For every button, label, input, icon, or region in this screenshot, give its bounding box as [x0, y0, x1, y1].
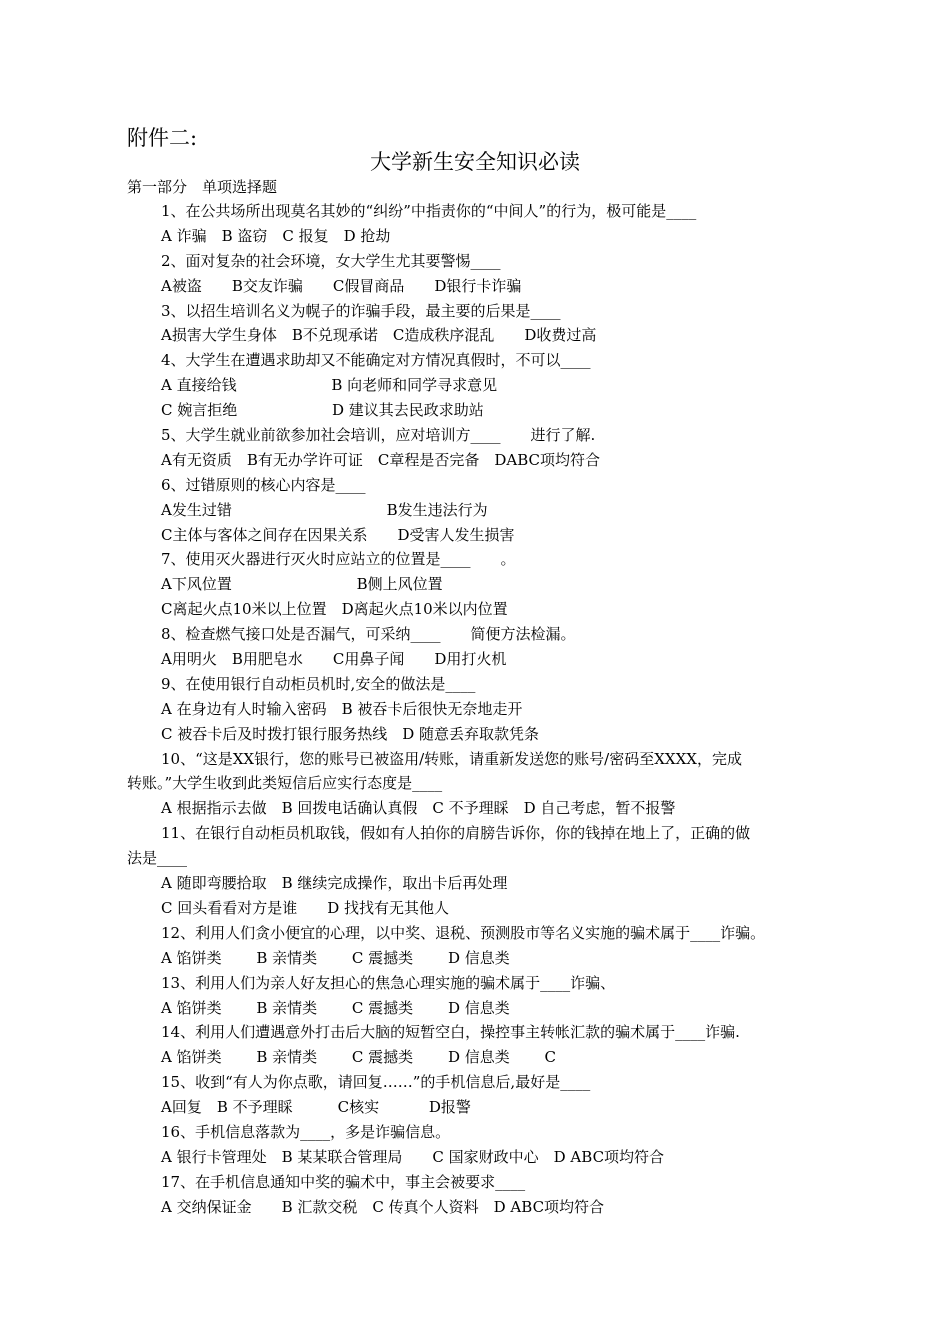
question-text: 12、利用人们贪小便宜的心理，以中奖、退税、预测股市等名义实施的骗术属于____诈骗。: [161, 923, 766, 942]
question-text: 14、利用人们遭遇意外打击后大脑的短暂空白，操控事主转帐汇款的骗术属于____诈骗.: [161, 1023, 740, 1042]
question-text: 17、在手机信息通知中奖的骗术中，事主会被要求____: [161, 1172, 526, 1191]
question-text: 7、使用灭火器进行灭火时应站立的位置是____ 。: [161, 550, 516, 569]
question-text: 11、在银行自动柜员机取钱，假如有人拍你的肩膀告诉你，你的钱掉在地上了，正确的做: [161, 824, 751, 843]
question-text: 6、过错原则的核心内容是____: [161, 475, 366, 494]
answer-options: A 直接给钱 B 向老师和同学寻求意见: [161, 376, 498, 395]
question-block: [127, 1170, 827, 1220]
answer-options: A 馅饼类 B 亲情类 C 震撼类 D 信息类 C: [161, 1048, 556, 1067]
question-text: 4、大学生在遭遇求助却又不能确定对方情况真假时，不可以____: [161, 351, 591, 370]
question-block: [127, 921, 827, 971]
question-text: 15、收到“有人为你点歌，请回复……”的手机信息后,最好是____: [161, 1073, 591, 1092]
answer-options: A下风位置 B侧上风位置: [161, 575, 443, 594]
question-block: [127, 423, 827, 473]
question-block: [127, 1020, 827, 1070]
question-text: 9、在使用银行自动柜员机时,安全的做法是____: [161, 674, 476, 693]
question-block: [127, 971, 827, 1021]
question-text: 8、检查燃气接口处是否漏气，可采纳____ 简便方法检漏。: [161, 625, 576, 644]
section-heading: 第一部分 单项选择题: [127, 178, 278, 196]
question-text: 5、大学生就业前欲参加社会培训，应对培训方____ 进行了解.: [161, 426, 596, 445]
question-block: [127, 473, 827, 548]
question-text: 16、手机信息落款为____，多是诈骗信息。: [161, 1122, 451, 1141]
question-block: [127, 672, 827, 747]
answer-options: A 馅饼类 B 亲情类 C 震撼类 D 信息类: [161, 998, 510, 1017]
answer-options: A损害大学生身体 B不兑现承诺 C造成秩序混乱 D收费过高: [161, 326, 597, 345]
question-block: [127, 547, 827, 622]
question-block: [127, 348, 827, 423]
document-title: 大学新生安全知识必读: [370, 150, 580, 174]
answer-options: A被盗 B交友诈骗 C假冒商品 D银行卡诈骗: [161, 276, 522, 295]
answer-options: A 根据指示去做 B 回拨电话确认真假 C 不予理睬 D 自己考虑，暂不报警: [161, 799, 676, 818]
answer-options: A回复 B 不予理睬 C核实 D报警: [161, 1098, 471, 1117]
answer-options: C主体与客体之间存在因果关系 D受害人发生损害: [161, 525, 515, 544]
question-text-continued: 转账。”大学生收到此类短信后应实行态度是____: [127, 774, 443, 793]
answer-options: C离起火点10米以上位置 D离起火点10米以内位置: [161, 600, 508, 619]
question-text-continued: 法是____: [127, 849, 188, 868]
question-block: [127, 249, 827, 299]
answer-options: C 被吞卡后及时拨打银行服务热线 D 随意丢弃取款凭条: [161, 724, 540, 743]
question-block: [127, 821, 827, 921]
question-block: [127, 199, 827, 249]
question-text: 1、在公共场所出现莫名其妙的“纠纷”中指责你的“中间人”的行为，极可能是____: [161, 202, 697, 220]
question-block: [127, 299, 827, 349]
question-text: 10、“这是XX银行，您的账号已被盗用/转账，请重新发送您的账号/密码至XXXX，完成: [161, 749, 742, 768]
answer-options: C 婉言拒绝 D 建议其去民政求助站: [161, 401, 484, 420]
answer-options: C 回头看看对方是谁 D 找找有无其他人: [161, 898, 450, 917]
answer-options: A发生过错 B发生违法行为: [161, 500, 488, 519]
answer-options: A用明火 B用肥皂水 C用鼻子闻 D用打火机: [161, 650, 507, 669]
answer-options: A 诈骗 B 盗窃 C 报复 D 抢劫: [161, 226, 391, 245]
answer-options: A 馅饼类 B 亲情类 C 震撼类 D 信息类: [161, 948, 510, 967]
question-text: 2、面对复杂的社会环境，女大学生尤其要警惕____: [161, 251, 501, 270]
question-block: [127, 1070, 827, 1120]
question-block: [127, 622, 827, 672]
answer-options: A 交纳保证金 B 汇款交税 C 传真个人资料 D ABC项均符合: [161, 1197, 605, 1216]
question-list: [127, 199, 827, 1220]
answer-options: A 银行卡管理处 B 某某联合管理局 C 国家财政中心 D ABC项均符合: [161, 1147, 665, 1166]
answer-options: A 随即弯腰拾取 B 继续完成操作，取出卡后再处理: [161, 874, 508, 893]
answer-options: A 在身边有人时输入密码 B 被吞卡后很快无奈地走开: [161, 699, 523, 718]
question-block: [127, 747, 827, 822]
attachment-label: 附件二:: [127, 126, 198, 150]
question-text: 3、以招生培训名义为幌子的诈骗手段，最主要的后果是____: [161, 301, 561, 320]
question-text: 13、利用人们为亲人好友担心的焦急心理实施的骗术属于____诈骗、: [161, 973, 616, 992]
question-block: [127, 1120, 827, 1170]
answer-options: A有无资质 B有无办学许可证 C章程是否完备 DABC项均符合: [161, 450, 600, 469]
